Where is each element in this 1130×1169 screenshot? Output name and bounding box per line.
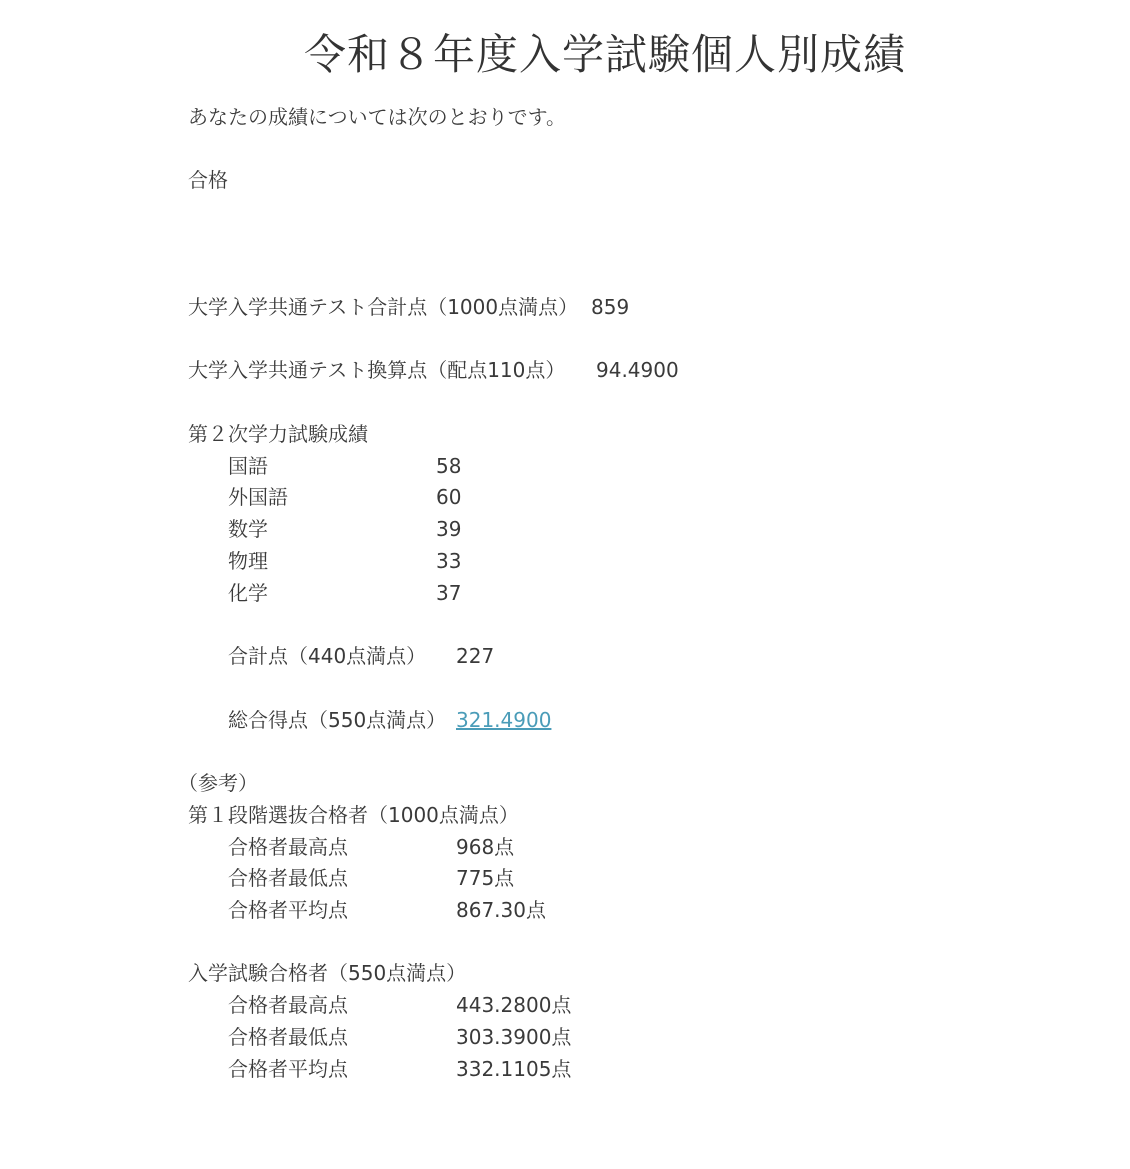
common-test-total-label: 大学入学共通テスト合計点（1000点満点） xyxy=(188,295,579,319)
common-test-converted-label: 大学入学共通テスト換算点（配点110点） xyxy=(188,358,566,382)
subject-score: 60 xyxy=(436,485,462,509)
stage1-row-label: 合格者最高点 xyxy=(228,835,348,859)
subject-score: 37 xyxy=(436,581,462,605)
subtotal-label: 合計点（440点満点） xyxy=(228,644,427,668)
entrance-row-label: 合格者最低点 xyxy=(228,1025,348,1049)
stage1-row-value: 867.30点 xyxy=(456,898,546,922)
stage1-heading: 第１段階選抜合格者（1000点満点） xyxy=(188,803,519,827)
subject-name: 数学 xyxy=(228,517,268,541)
subject-score: 33 xyxy=(436,549,462,573)
subject-score: 58 xyxy=(436,454,462,478)
subject-score: 39 xyxy=(436,517,462,541)
result-status: 合格 xyxy=(188,168,228,192)
reference-heading: （参考） xyxy=(178,771,258,795)
entrance-row-label: 合格者平均点 xyxy=(228,1057,348,1081)
subject-name: 物理 xyxy=(228,549,268,573)
subject-name: 国語 xyxy=(228,454,268,478)
grand-total-label: 総合得点（550点満点） xyxy=(228,708,447,732)
entrance-row-value: 443.2800点 xyxy=(456,993,572,1017)
stage1-row-value: 968点 xyxy=(456,835,515,859)
entrance-row-value: 303.3900点 xyxy=(456,1025,572,1049)
grand-total-link[interactable]: 321.4900 xyxy=(456,708,552,732)
subject-name: 外国語 xyxy=(228,485,288,509)
page-title: 令和８年度入学試験個人別成績 xyxy=(303,30,906,79)
entrance-heading: 入学試験合格者（550点満点） xyxy=(188,961,467,985)
subtotal-value: 227 xyxy=(456,644,495,668)
entrance-row-label: 合格者最高点 xyxy=(228,993,348,1017)
common-test-total-value: 859 xyxy=(591,295,630,319)
subject-name: 化学 xyxy=(228,581,268,605)
second-exam-heading: 第２次学力試験成績 xyxy=(188,422,368,446)
entrance-row-value: 332.1105点 xyxy=(456,1057,572,1081)
stage1-row-value: 775点 xyxy=(456,866,515,890)
common-test-converted-value: 94.4900 xyxy=(596,358,679,382)
stage1-row-label: 合格者最低点 xyxy=(228,866,348,890)
intro-text: あなたの成績については次のとおりです。 xyxy=(188,105,566,129)
stage1-row-label: 合格者平均点 xyxy=(228,898,348,922)
